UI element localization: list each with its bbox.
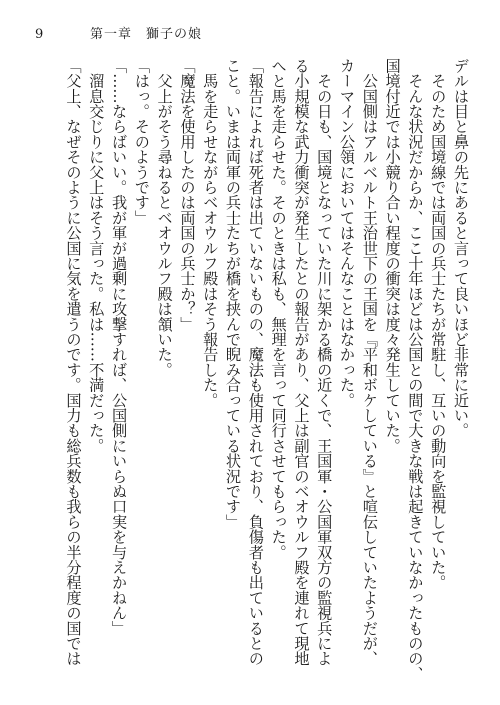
text-line: カーマイン公領においてはそんなことはなかった。 xyxy=(338,58,357,408)
text-line: る小規模な武力衝突が発生したとの報告があり、父上は副官のベオウルフ殿を連れて現地 xyxy=(292,58,311,666)
text-line: 溜息交じりに父上はそう言った。私は……不満だった。 xyxy=(87,58,106,454)
text-line: 公国側はアルベルト王治世下の王国を『平和ボケしている』と喧伝していたようだが、 xyxy=(360,58,379,666)
text-line: 父上がそう尋ねるとベオウルフ殿は頷いた。 xyxy=(155,58,174,378)
text-line: へと馬を走らせた。そのときは私も、無理を言って同行させてもらった。 xyxy=(269,58,288,560)
text-line: そんな状況だからか、ここ十年ほどは公国との間で大きな戦は起きていなかったものの、 xyxy=(406,58,425,682)
running-header: 第一章 獅子の娘 xyxy=(90,27,203,42)
page-number: 9 xyxy=(35,27,44,42)
text-line: そのため国境線では両国の兵士たちが常駐し、互いの動向を監視していた。 xyxy=(429,58,448,590)
text-line: こと。いまは両軍の兵士たちが橋を挟んで睨み合っている状況です」 xyxy=(224,58,243,530)
text-line: 「……ならばいい。我が軍が過剰に攻撃すれば、公国側にいらぬ口実を与えかねん」 xyxy=(110,58,129,636)
text-line: 馬を走らせながらベオウルフ殿はそう報告した。 xyxy=(201,58,220,408)
text-line: デルは目と鼻の先にあると言って良いほど非常に近い。 xyxy=(452,58,470,438)
text-line: 「報告によれば死者は出ていないものの、魔法も使用されており、負傷者も出ているとの xyxy=(246,58,265,666)
text-line: 「はっ。そのようです」 xyxy=(132,58,151,226)
text-line: 「父上、なぜそのように公国に気を遣うのです。国力も総兵数も我らの半分程度の国では xyxy=(64,58,83,666)
text-line: その日も、国境となっていた川に架かる橋の近くで、王国軍・公国軍双方の監視兵によ xyxy=(315,58,334,666)
text-line: 国境付近では小競り合い程度の衝突は度々発生していた。 xyxy=(383,58,402,454)
text-line: 「魔法を使用したのは両国の兵士か？」 xyxy=(178,58,197,332)
novel-body-text xyxy=(32,58,472,694)
